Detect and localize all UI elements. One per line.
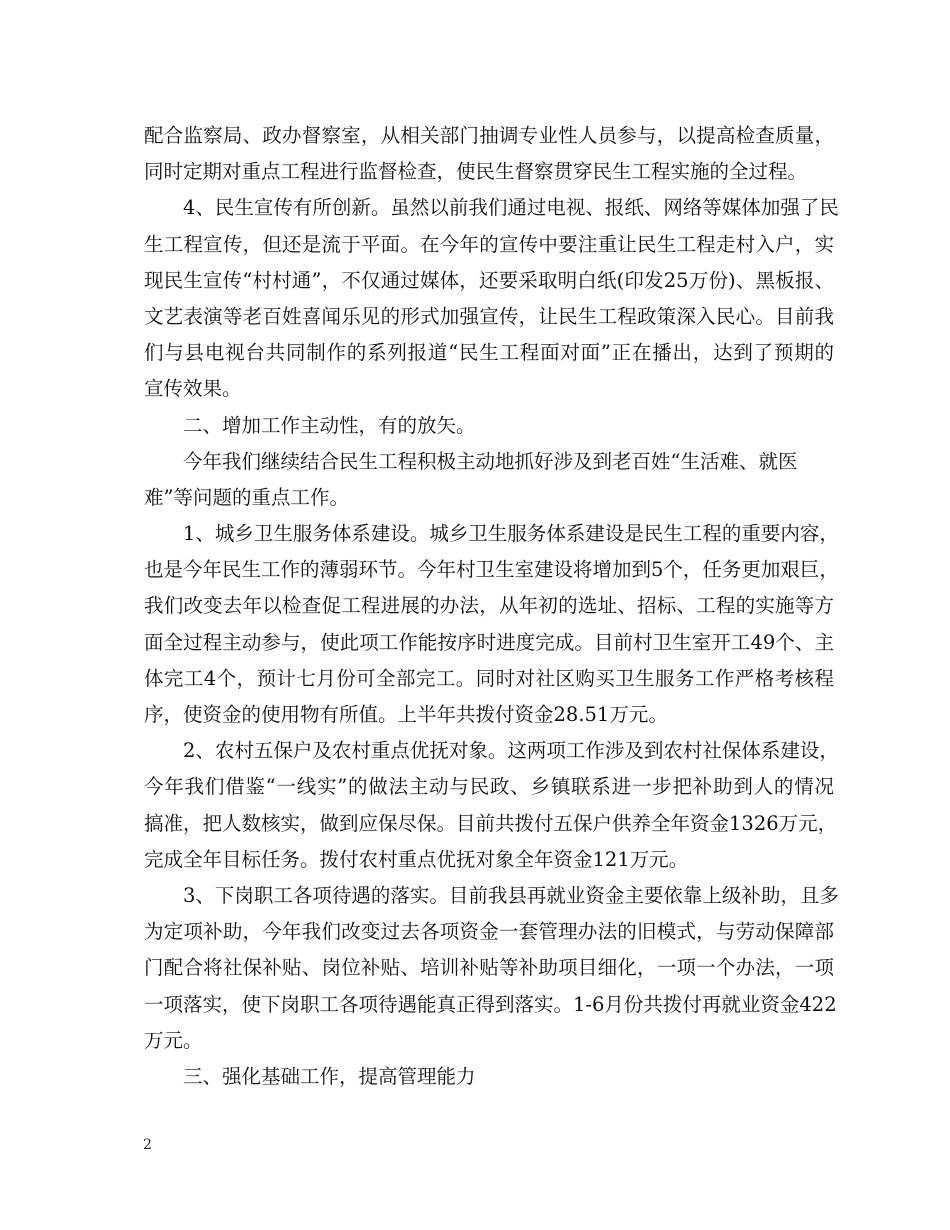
paragraph-line: 序，使资金的使用物有所值。上半年共拨付资金28.51万元。 bbox=[144, 703, 668, 726]
paragraph-line: 配合监察局、政办督察室，从相关部门抽调专业性人员参与，以提高检查质量， bbox=[144, 124, 834, 147]
paragraph-line: 也是今年民生工作的薄弱环节。今年村卫生室建设将增加到5个，任务更加艰巨， bbox=[144, 558, 839, 582]
paragraph-line: 难”等问题的重点工作。 bbox=[144, 485, 349, 509]
paragraph-line: 现民生宣传“村村通”，不仅通过媒体，还要采取明白纸(印发25万份)、黑板报、 bbox=[144, 268, 834, 292]
paragraph-line: 同时定期对重点工程进行监督检查，使民生督察贯穿民生工程实施的全过程。 bbox=[144, 160, 808, 184]
paragraph-line: 一项落实，使下岗职工各项待遇能真正得到落实。1-6月份共拨付再就业资金422 bbox=[144, 992, 837, 1016]
paragraph-line: 1、城乡卫生服务体系建设。城乡卫生服务体系建设是民生工程的重要内容， bbox=[183, 522, 839, 546]
paragraph-line: 3、下岗职工各项待遇的落实。目前我县再就业资金主要依靠上级补助，且多 bbox=[183, 883, 839, 907]
paragraph-line: 我们改变去年以检查促工程进展的办法，从年初的选址、招标、工程的实施等方 bbox=[144, 594, 834, 618]
paragraph-line: 搞准，把人数核实，做到应保尽保。目前共拨付五保户供养全年资金1326万元， bbox=[144, 811, 838, 835]
paragraph-line: 门配合将社保补贴、岗位补贴、培训补贴等补助项目细化，一项一个办法，一项 bbox=[144, 956, 834, 980]
paragraph-line: 宣传效果。 bbox=[144, 377, 242, 401]
paragraph-line: 今年我们继续结合民生工程积极主动地抓好涉及到老百姓“生活难、就医 bbox=[183, 449, 798, 473]
section-heading: 三、强化基础工作，提高管理能力 bbox=[183, 1064, 476, 1088]
paragraph-line: 为定项补助，今年我们改变过去各项资金一套管理办法的旧模式，与劳动保障部 bbox=[144, 920, 834, 944]
paragraph-line: 今年我们借鉴“一线实”的做法主动与民政、乡镇联系进一步把补助到人的情况 bbox=[144, 775, 834, 799]
paragraph-line: 体完工4个，预计七月份可全部完工。同时对社区购买卫生服务工作严格考核程 bbox=[144, 666, 834, 690]
paragraph-line: 生工程宣传，但还是流于平面。在今年的宣传中要注重让民生工程走村入户，实 bbox=[144, 232, 834, 256]
page-number: 2 bbox=[143, 1137, 152, 1153]
paragraph-line: 4、民生宣传有所创新。虽然以前我们通过电视、报纸、网络等媒体加强了民 bbox=[183, 196, 839, 220]
section-heading: 二、增加工作主动性，有的放矢。 bbox=[183, 413, 476, 437]
paragraph-line: 完成全年目标任务。拨付农村重点优抚对象全年资金121万元。 bbox=[144, 847, 689, 871]
paragraph-line: 2、农村五保户及农村重点优抚对象。这两项工作涉及到农村社保体系建设， bbox=[183, 739, 839, 763]
document-body bbox=[144, 118, 839, 1095]
paragraph-line: 文艺表演等老百姓喜闻乐见的形式加强宣传，让民生工程政策深入民心。目前我 bbox=[144, 304, 834, 328]
paragraph-line: 万元。 bbox=[144, 1028, 203, 1052]
paragraph-line: 们与县电视台共同制作的系列报道“民生工程面对面”正在播出，达到了预期的 bbox=[144, 341, 834, 365]
paragraph-line: 面全过程主动参与，使此项工作能按序时进度完成。目前村卫生室开工49个、主 bbox=[144, 630, 834, 654]
